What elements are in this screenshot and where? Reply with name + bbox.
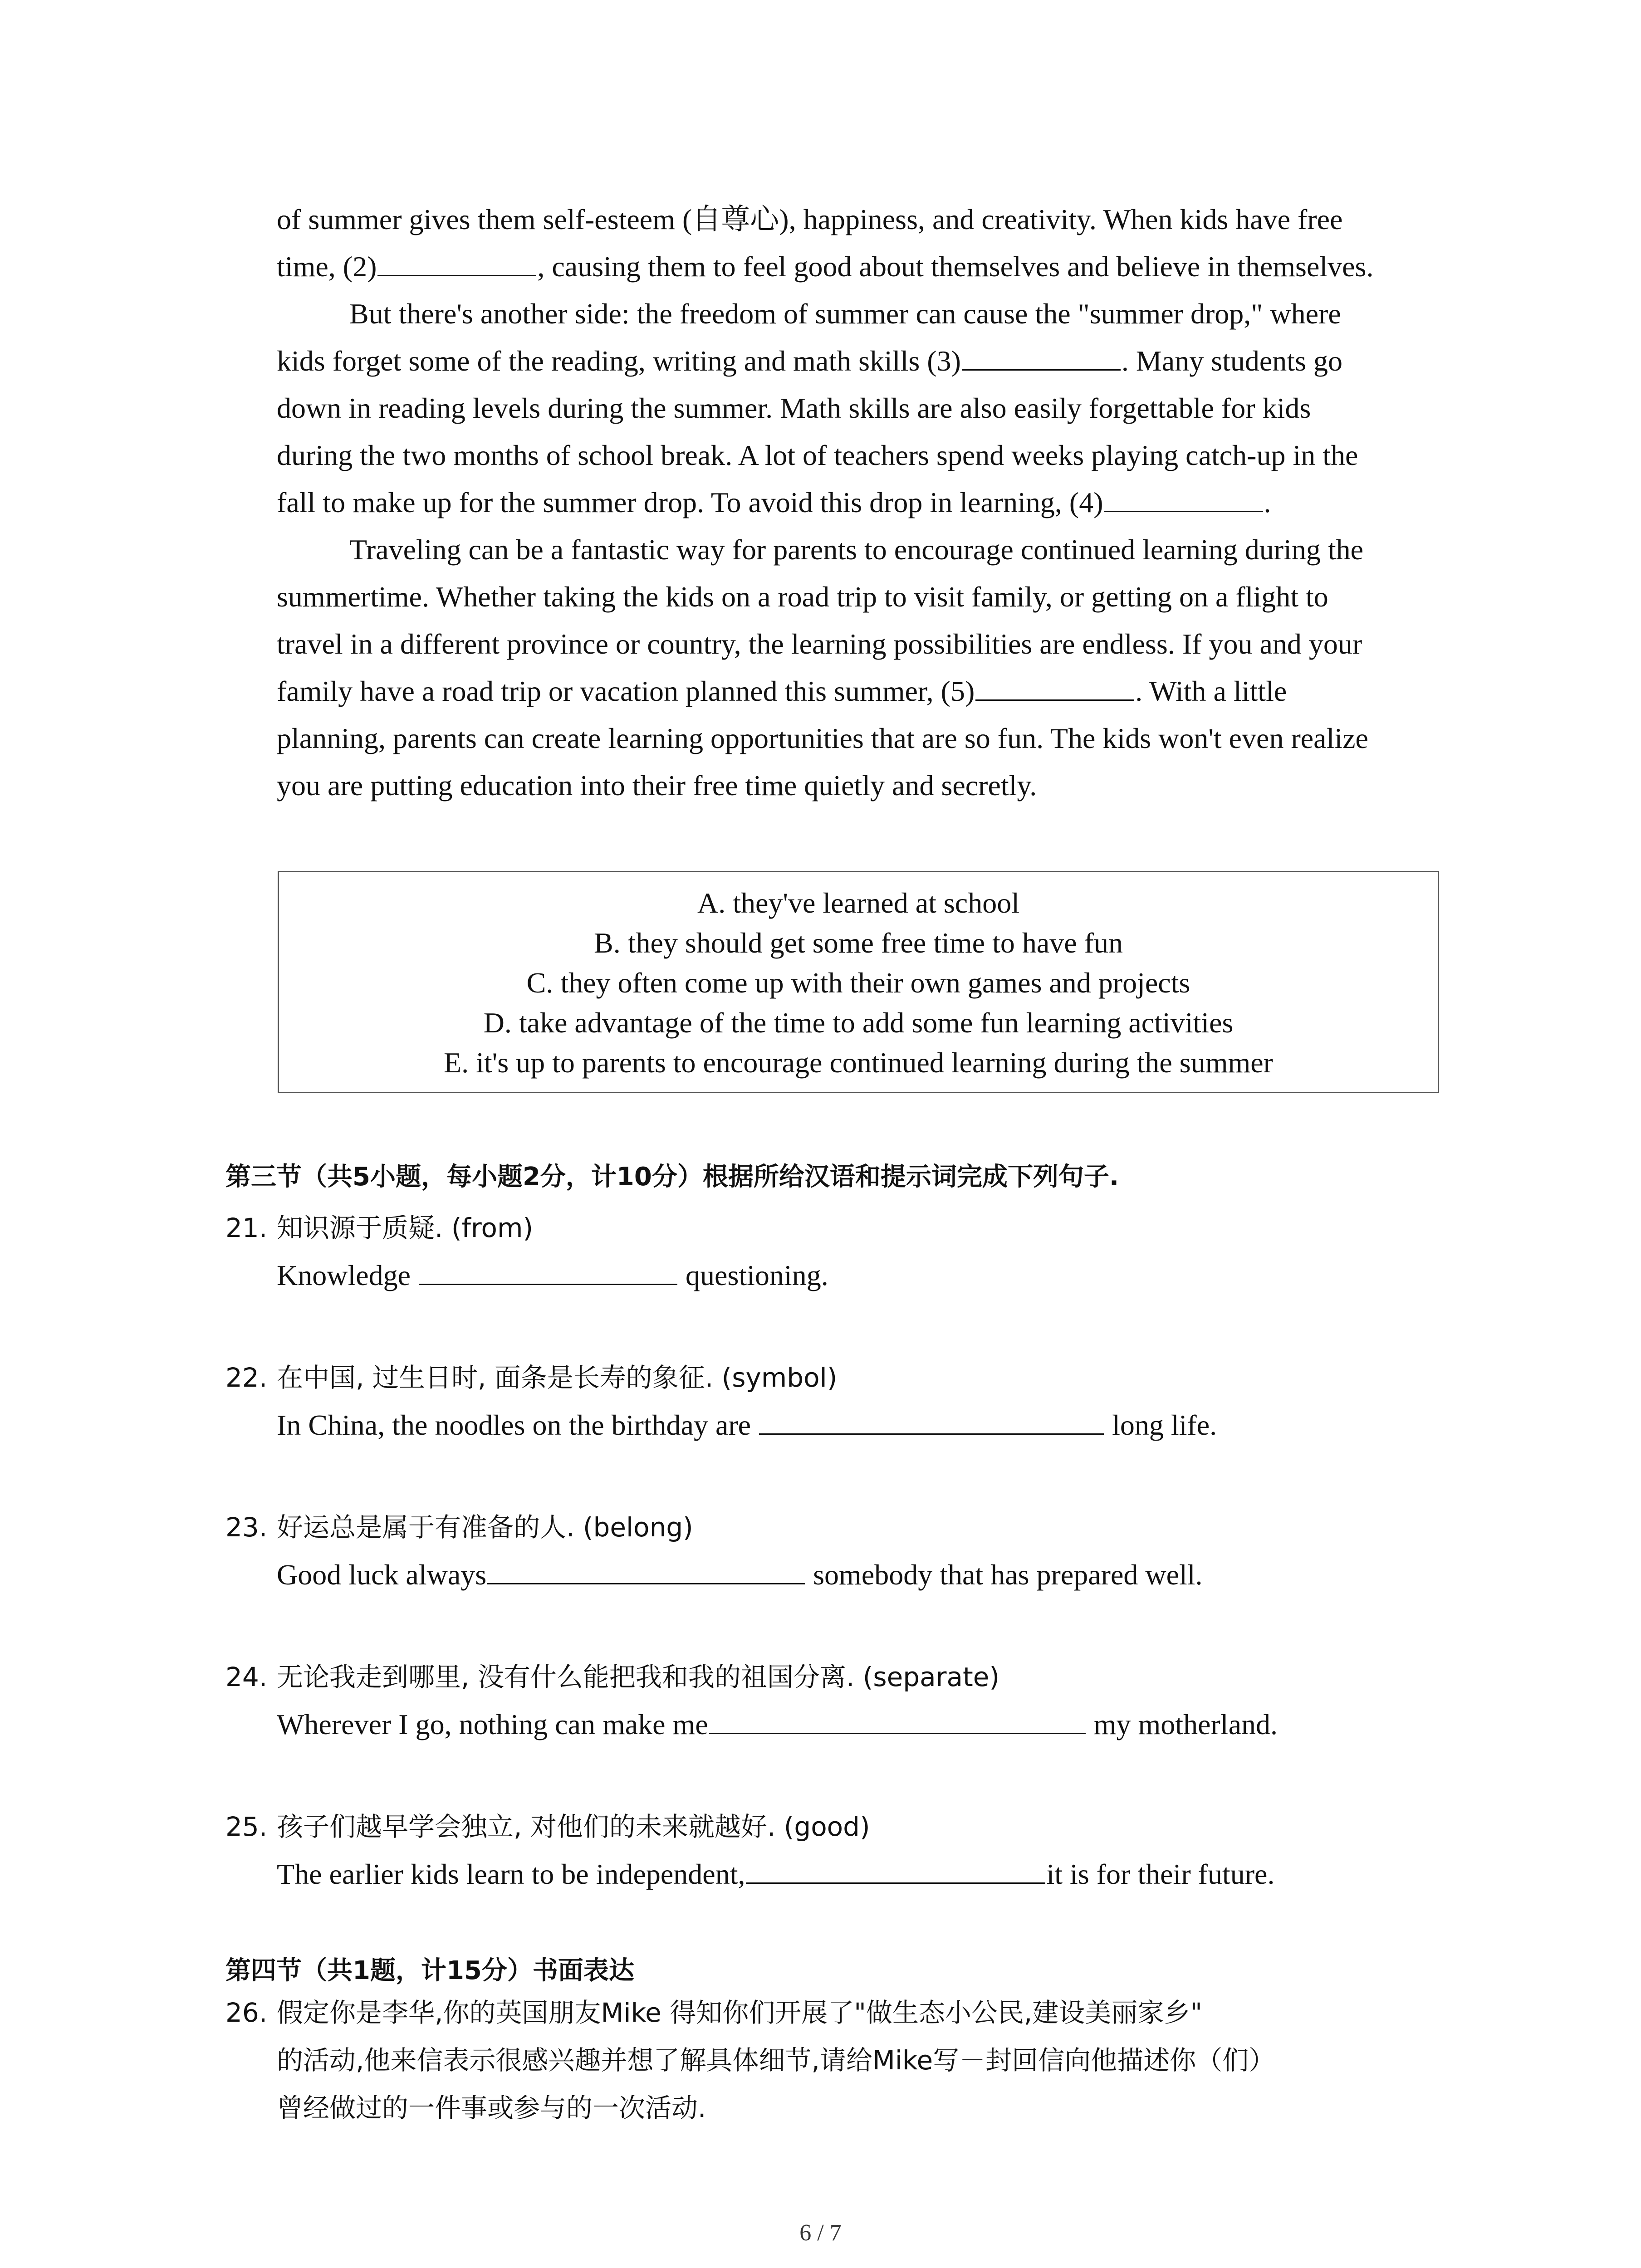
passage-paragraph-1 — [277, 196, 1438, 290]
question-number: 26. — [225, 1997, 268, 2028]
question-24 — [225, 1656, 1278, 1740]
option-d: D. take advantage of the time to add some fun learning activities — [483, 1007, 1234, 1039]
answer-blank-3[interactable] — [962, 343, 1121, 371]
options-box — [278, 871, 1439, 1093]
passage-paragraph-3 — [277, 526, 1438, 809]
question-prompt: 无论我走到哪里, 没有什么能把我和我的祖国分离. (separate) — [277, 1662, 1000, 1692]
question-prompt: 知识源于质疑. (from) — [277, 1212, 534, 1243]
passage-text: . — [1264, 486, 1271, 518]
answer-blank-21[interactable] — [419, 1257, 677, 1285]
question-number: 25. — [225, 1811, 268, 1842]
essay-prompt-line-3: 曾经做过的一件事或参与的一次活动. — [277, 2092, 706, 2123]
passage-text: . With a little — [1135, 675, 1287, 707]
option-b: B. they should get some free time to have fun — [594, 927, 1123, 959]
answer-blank-2[interactable] — [377, 249, 536, 276]
sentence-end: long life. — [1105, 1409, 1217, 1441]
question-number: 21. — [225, 1212, 268, 1243]
answer-blank-22[interactable] — [759, 1407, 1104, 1435]
question-number: 22. — [225, 1362, 268, 1393]
answer-blank-23[interactable] — [487, 1557, 805, 1584]
passage-text: kids forget some of the reading, writing and math skills (3) — [277, 345, 961, 377]
passage-line: during the two months of school break. A lot of teachers spend weeks playing catch-up in the — [277, 439, 1358, 471]
answer-blank-5[interactable] — [975, 673, 1134, 701]
passage-line: Traveling can be a fantastic way for parents to encourage continued learning during the — [349, 533, 1364, 566]
section-3-title: 第三节（共5小题，每小题2分，计10分）根据所给汉语和提示词完成下列句子. — [225, 1162, 1119, 1192]
page-number: 6 / 7 — [799, 2220, 842, 2246]
sentence-start: Knowledge — [277, 1259, 418, 1291]
answer-blank-4[interactable] — [1104, 484, 1263, 512]
passage-line: you are putting education into their free time quietly and secretly. — [277, 769, 1037, 802]
essay-prompt-line-2: 的活动,他来信表示很感兴趣并想了解具体细节,请给Mike写－封回信向他描述你（们） — [277, 2045, 1275, 2076]
sentence-start: Good luck always — [277, 1559, 487, 1591]
section-4-title: 第四节（共1题，计15分）书面表达 — [225, 1956, 634, 1985]
passage-text: time, (2) — [277, 250, 377, 283]
passage-text: . Many students go — [1121, 345, 1342, 377]
question-sentence — [277, 1407, 1217, 1442]
question-sentence — [277, 1856, 1274, 1891]
answer-blank-24[interactable] — [709, 1706, 1086, 1734]
sentence-start: In China, the noodles on the birthday are — [277, 1409, 759, 1441]
passage-text: family have a road trip or vacation planned this summer, (5) — [277, 675, 975, 707]
sentence-end: somebody that has prepared well. — [806, 1559, 1203, 1591]
question-23 — [225, 1506, 1203, 1591]
sentence-start: Wherever I go, nothing can make me — [277, 1708, 708, 1740]
passage-line: planning, parents can create learning opportunities that are so fun. The kids won't even realize — [277, 722, 1368, 754]
question-sentence — [277, 1257, 828, 1292]
passage-text: , causing them to feel good about themselves and believe in themselves. — [537, 250, 1374, 283]
option-c: C. they often come up with their own games and projects — [526, 967, 1190, 999]
question-prompt: 好运总是属于有准备的人. (belong) — [277, 1512, 693, 1543]
sentence-end: questioning. — [678, 1259, 828, 1291]
passage-paragraph-2 — [277, 290, 1438, 526]
passage-line: down in reading levels during the summer. Math skills are also easily forgettable for kids — [277, 392, 1311, 424]
passage-text: fall to make up for the summer drop. To avoid this drop in learning, (4) — [277, 486, 1103, 518]
question-25 — [225, 1805, 1275, 1890]
question-sentence — [277, 1557, 1203, 1592]
sentence-start: The earlier kids learn to be independent, — [277, 1858, 745, 1890]
passage-line: of summer gives them self-esteem (自尊心), happiness, and creativity. When kids have free — [277, 203, 1343, 235]
question-prompt: 孩子们越早学会独立, 对他们的未来就越好. (good) — [277, 1811, 870, 1842]
question-number: 24. — [225, 1662, 268, 1692]
sentence-end: my motherland. — [1086, 1708, 1278, 1740]
question-prompt: 在中国, 过生日时, 面条是长寿的象征. (symbol) — [277, 1362, 838, 1393]
passage-line — [277, 337, 1438, 385]
question-number: 23. — [225, 1512, 268, 1543]
essay-prompt-line-1: 假定你是李华,你的英国朋友Mike 得知你们开展了"做生态小公民,建设美丽家乡" — [277, 1997, 1203, 2028]
question-sentence — [277, 1706, 1278, 1741]
passage-line: But there's another side: the freedom of summer can cause the "summer drop," where — [349, 298, 1341, 330]
passage-line — [277, 479, 1438, 526]
sentence-end: it is for their future. — [1046, 1858, 1275, 1890]
question-22 — [225, 1356, 1217, 1441]
option-e: E. it's up to parents to encourage continued learning during the summer — [444, 1046, 1273, 1079]
passage-line — [277, 243, 1438, 290]
option-a: A. they've learned at school — [697, 887, 1019, 919]
question-26 — [225, 1991, 1202, 2029]
passage-line — [277, 668, 1438, 715]
question-21 — [225, 1207, 828, 1291]
passage-line: travel in a different province or country, the learning possibilities are endless. If you and your — [277, 628, 1362, 660]
passage-line: summertime. Whether taking the kids on a road trip to visit family, or getting on a flight to — [277, 581, 1328, 613]
answer-blank-25[interactable] — [746, 1856, 1045, 1884]
